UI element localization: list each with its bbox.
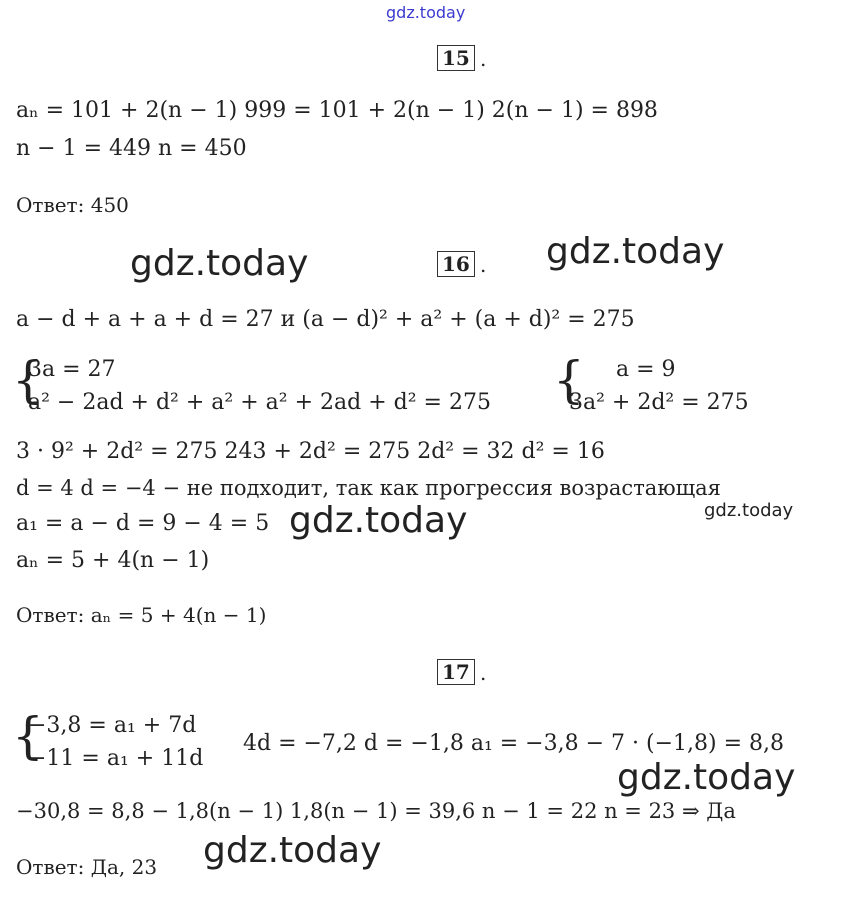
system-2-eq-1: a = 9	[616, 357, 676, 382]
problem-15-line-2: n − 1 = 449 n = 450	[16, 136, 247, 161]
watermark-5: gdz.today	[617, 757, 796, 798]
problem-16-line-1: a − d + a + a + d = 27 и (a − d)² + a² + (a + d)² = 275	[16, 307, 635, 332]
problem-17-dot: .	[480, 661, 487, 685]
problem-17-calc: 4d = −7,2 d = −1,8 a₁ = −3,8 − 7 · (−1,8) = 8,8	[243, 731, 784, 756]
system-1-eq-2: a² − 2ad + d² + a² + a² + 2ad + d² = 275	[28, 390, 491, 415]
problem-16-line-6: aₙ = 5 + 4(n − 1)	[16, 548, 210, 573]
problem-16-line-5: a₁ = a − d = 9 − 4 = 5	[16, 511, 270, 536]
problem-15-number: 15	[437, 45, 475, 71]
system-2-eq-2: 3a² + 2d² = 275	[569, 390, 749, 415]
problem-15-answer: Ответ: 450	[16, 193, 129, 217]
watermark-top: gdz.today	[386, 3, 466, 22]
problem-16-line-4: d = 4 d = −4 − не подходит, так как прогрессия возрастающая	[16, 476, 721, 500]
problem-16-answer: Ответ: aₙ = 5 + 4(n − 1)	[16, 603, 267, 627]
system-3-eq-1: −3,8 = a₁ + 7d	[28, 713, 197, 738]
watermark-4: gdz.today	[704, 500, 794, 521]
problem-17-answer: Ответ: Да, 23	[16, 855, 158, 879]
system-brace-3: {	[12, 707, 44, 765]
problem-17-number: 17	[437, 659, 475, 685]
problem-15-line-1: aₙ = 101 + 2(n − 1) 999 = 101 + 2(n − 1) 2(n − 1) = 898	[16, 98, 658, 123]
system-brace-2: {	[553, 351, 585, 409]
problem-16-line-3: 3 · 9² + 2d² = 275 243 + 2d² = 275 2d² = 32 d² = 16	[16, 439, 605, 464]
system-1-eq-1: 3a = 27	[28, 357, 116, 382]
system-brace-1: {	[12, 351, 44, 409]
watermark-1: gdz.today	[130, 243, 309, 284]
watermark-2: gdz.today	[546, 231, 725, 272]
system-3-eq-2: −11 = a₁ + 11d	[28, 746, 204, 771]
problem-16-number: 16	[437, 251, 475, 277]
problem-15-dot: .	[480, 47, 487, 71]
problem-16-dot: .	[480, 253, 487, 277]
watermark-3: gdz.today	[289, 500, 468, 541]
problem-17-line-2: −30,8 = 8,8 − 1,8(n − 1) 1,8(n − 1) = 39,6 n − 1 = 22 n = 23 ⇒ Да	[16, 799, 736, 823]
watermark-6: gdz.today	[203, 830, 382, 871]
